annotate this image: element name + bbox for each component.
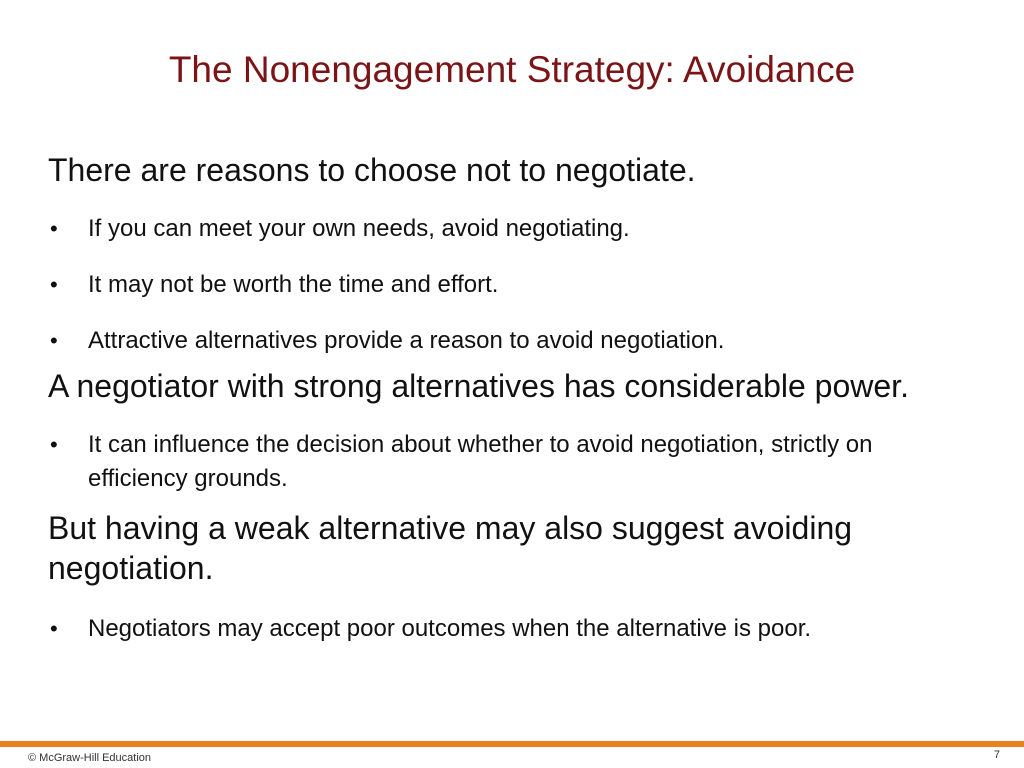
main-point-3: But having a weak alternative may also suggest avoiding negotiation. xyxy=(48,510,853,586)
bullet-item xyxy=(48,212,978,246)
bullet-list-3 xyxy=(48,612,978,646)
bullet-item xyxy=(48,268,978,302)
bullet-dot-icon: • xyxy=(50,616,58,641)
slide-content xyxy=(48,150,978,646)
bullet-dot-icon: • xyxy=(50,216,58,241)
bullet-dot-icon: • xyxy=(50,432,58,457)
footer-accent-bar xyxy=(0,741,1024,747)
slide-title: The Nonengagement Strategy: Avoidance xyxy=(168,49,856,90)
bullet-list-2 xyxy=(48,428,978,496)
main-point-1: There are reasons to choose not to negotiate. xyxy=(48,152,696,188)
bullet-item xyxy=(48,324,978,358)
bullet-item xyxy=(48,428,908,496)
copyright-notice: © McGraw-Hill Education xyxy=(28,752,152,764)
bullet-list-1 xyxy=(48,212,978,358)
bullet-text: If you can meet your own needs, avoid negotiating. xyxy=(88,215,630,242)
bullet-text: Negotiators may accept poor outcomes when the alternative is poor. xyxy=(88,615,812,642)
bullet-text: It may not be worth the time and effort. xyxy=(88,271,499,298)
bullet-text: Attractive alternatives provide a reason to avoid negotiation. xyxy=(88,327,725,354)
bullet-dot-icon: • xyxy=(50,272,58,297)
page-number: 7 xyxy=(993,749,1000,761)
bullet-dot-icon: • xyxy=(50,328,58,353)
bullet-text: It can influence the decision about whether to avoid negotiation, strictly on efficiency grounds. xyxy=(88,431,873,492)
main-point-2: A negotiator with strong alternatives has considerable power. xyxy=(48,368,909,404)
bullet-item xyxy=(48,612,978,646)
